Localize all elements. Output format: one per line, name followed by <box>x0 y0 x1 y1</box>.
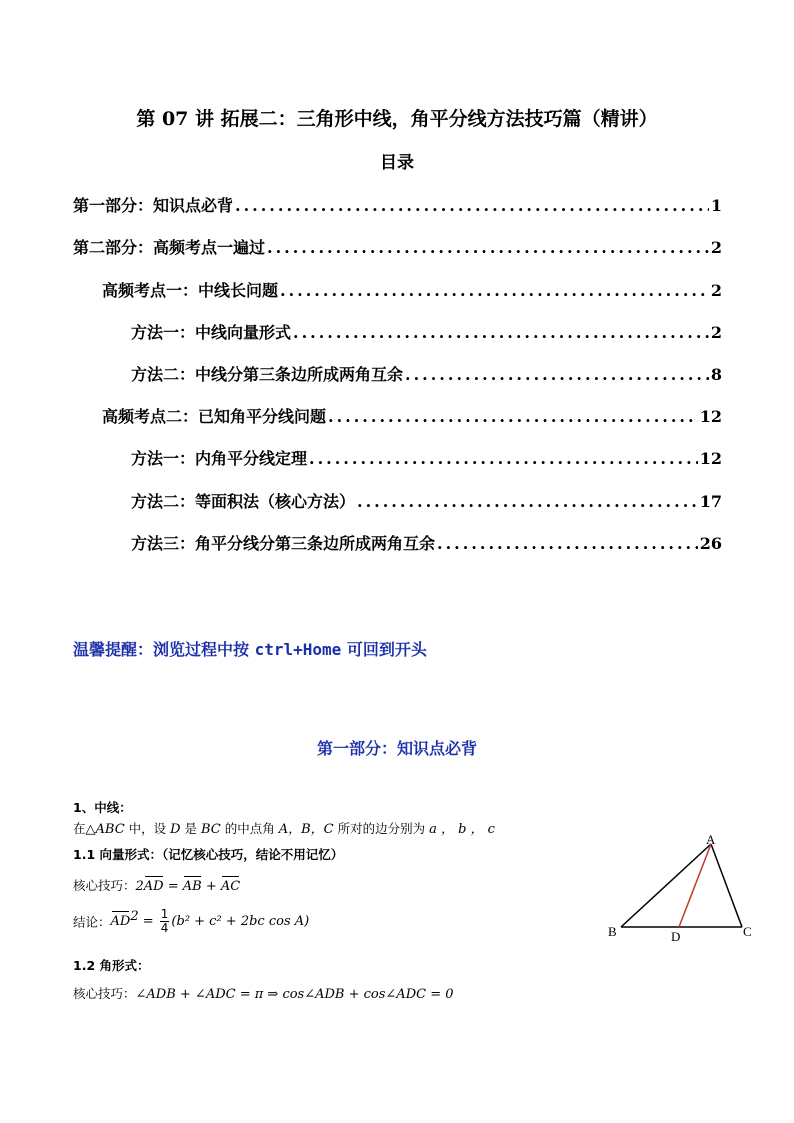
toc-entry-label: 方法一：中线向量形式 <box>131 323 292 342</box>
toc-entry-label: 方法一：内角平分线定理 <box>131 449 308 468</box>
toc-leader-dots <box>405 365 709 384</box>
toc-leader-dots <box>357 492 698 511</box>
median-ad <box>679 844 711 927</box>
toc-entry-page: 1 <box>710 196 722 215</box>
tip-prefix: 温馨提醒：浏览过程中按 <box>73 640 255 659</box>
section-title: 第一部分：知识点必背 <box>316 739 477 758</box>
toc-entry-page: 8 <box>710 365 722 384</box>
toc-entry-label: 方法三：角平分线分第三条边所成两角互余 <box>131 534 436 553</box>
sub11-heading: 1.1 向量形式：（记忆核心技巧，结论不用记忆） <box>73 847 344 862</box>
sub12-heading: 1.2 角形式： <box>73 958 150 973</box>
side-ac <box>711 844 742 927</box>
toc-entry-page: 2 <box>710 281 722 300</box>
toc-entry-label: 第二部分：高频考点一遍过 <box>73 238 266 257</box>
label-b: B <box>608 924 617 939</box>
toc-entry[interactable] <box>73 235 722 259</box>
toc-entry-label: 方法二：等面积法（核心方法） <box>131 492 356 511</box>
fraction: $\frac{1}{4}$ <box>160 907 169 935</box>
toc-entry[interactable] <box>131 531 722 555</box>
toc-entry[interactable] <box>131 446 722 470</box>
toc-entry-label: 方法二：中线分第三条边所成两角互余 <box>131 365 404 384</box>
toc-entry[interactable] <box>102 278 722 302</box>
toc-entry-page: 2 <box>710 323 722 342</box>
toc-entry[interactable] <box>102 404 722 428</box>
toc-entry-page: 26 <box>699 534 722 553</box>
label-d: D <box>671 929 681 944</box>
side-ab <box>621 844 711 927</box>
label-a: A <box>706 832 716 847</box>
conclusion-formula: 结论：$AD^2$ = $\frac{1}{4}$ (b² + c² + 2bc cos A) <box>73 907 310 935</box>
toc-leader-dots <box>437 534 698 553</box>
toc-entry[interactable] <box>131 320 722 344</box>
tip-line <box>73 637 427 660</box>
toc-leader-dots <box>235 196 709 215</box>
triangle-figure <box>600 828 760 948</box>
toc-heading: 目录 <box>380 153 414 173</box>
page-title: 第 07 讲 拓展二：三角形中线，角平分线方法技巧篇（精讲） <box>136 108 658 130</box>
toc-entry-page: 12 <box>699 407 722 426</box>
toc-leader-dots <box>309 449 698 468</box>
item1-text: 在△ABC 中，设 D 是 BC 的中点角 A，B，C 所对的边分别为 a ， b ， c <box>73 821 495 837</box>
tip-suffix: 可回到开头 <box>341 640 427 659</box>
toc-entry[interactable] <box>131 489 722 513</box>
toc-entry-label: 第一部分：知识点必背 <box>73 196 234 215</box>
toc-leader-dots <box>280 281 709 300</box>
toc-entry-page: 12 <box>699 449 722 468</box>
toc-entry[interactable] <box>73 193 722 217</box>
toc-leader-dots <box>293 323 709 342</box>
toc-entry-label: 高频考点二：已知角平分线问题 <box>102 407 327 426</box>
toc-entry-page: 2 <box>710 238 722 257</box>
core-angle-formula: 核心技巧：∠ADB + ∠ADC = π ⇒ cos∠ADB + cos∠ADC = 0 <box>73 986 454 1002</box>
toc-entry-label: 高频考点一：中线长问题 <box>102 281 279 300</box>
toc-leader-dots <box>328 407 698 426</box>
item1-heading: 1、中线： <box>73 800 132 815</box>
tip-key: ctrl+Home <box>254 640 342 659</box>
label-c: C <box>743 924 752 939</box>
core-vector-formula: 核心技巧：2AD = AB + AC <box>73 878 241 894</box>
toc-entry[interactable] <box>131 362 722 386</box>
toc-entry-page: 17 <box>699 492 722 511</box>
toc-leader-dots <box>267 238 709 257</box>
